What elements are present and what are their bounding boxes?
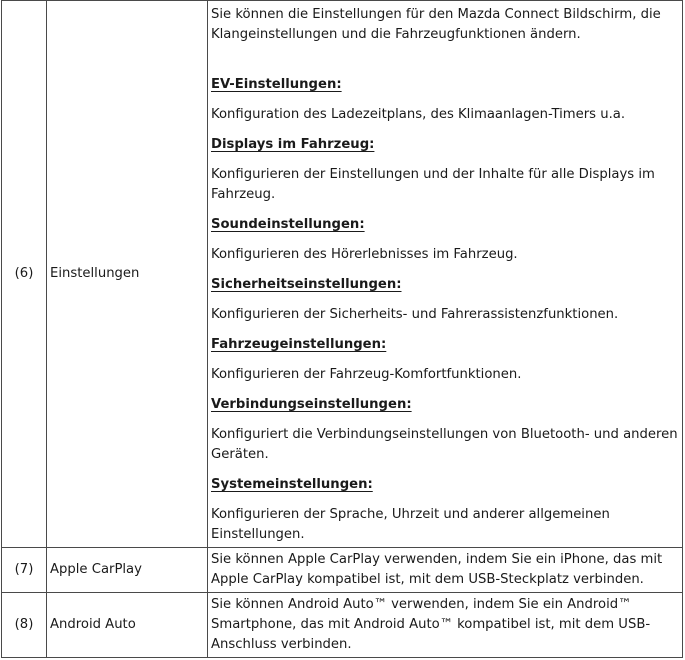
section-displays (211, 135, 678, 205)
section-title: Sicherheitseinstellungen: (211, 277, 402, 292)
section-text: Konfiguriert die Verbindungseinstellungen von Bluetooth- und anderen Geräten. (211, 427, 678, 462)
settings-intro: Sie können die Einstellungen für den Mazda Connect Bildschirm, die Klangeinstellungen und die Fahrzeugfunktionen ändern. (211, 7, 661, 42)
section-ev-settings (211, 75, 678, 125)
section-title: Fahrzeugeinstellungen: (211, 337, 387, 352)
section-system (211, 475, 678, 545)
section-title: Systemeinstellungen: (211, 477, 373, 492)
section-text: Konfigurieren der Sicherheits- und Fahrerassistenzfunktionen. (211, 307, 619, 322)
feature-description: Sie können Apple CarPlay verwenden, indem Sie ein iPhone, das mit Apple CarPlay kompatibel ist, mit dem USB-Steckplatz verbinden. (208, 548, 683, 593)
section-title: Displays im Fahrzeug: (211, 137, 375, 152)
table-row-settings (2, 1, 683, 548)
feature-description (208, 1, 683, 548)
section-text: Konfigurieren des Hörerlebnisses im Fahrzeug. (211, 247, 518, 262)
table-row-android-auto (2, 593, 683, 658)
section-text: Konfigurieren der Sprache, Uhrzeit und anderer allgemeinen Einstellungen. (211, 507, 610, 542)
section-vehicle (211, 335, 678, 385)
row-number: (7) (2, 548, 47, 593)
section-text: Konfigurieren der Einstellungen und der Inhalte für alle Displays im Fahrzeug. (211, 167, 655, 202)
section-connection (211, 395, 678, 465)
feature-name: Android Auto (47, 593, 208, 658)
section-title: Verbindungseinstellungen: (211, 397, 412, 412)
section-text: Konfiguration des Ladezeitplans, des Klimaanlagen-Timers u.a. (211, 107, 626, 122)
feature-name: Apple CarPlay (47, 548, 208, 593)
row-number: (8) (2, 593, 47, 658)
section-sound (211, 215, 678, 265)
section-title: EV-Einstellungen: (211, 77, 342, 92)
section-text: Konfigurieren der Fahrzeug-Komfortfunktionen. (211, 367, 522, 382)
feature-table (1, 0, 683, 658)
table-row-carplay (2, 548, 683, 593)
row-number: (6) (2, 1, 47, 548)
feature-name: Einstellungen (47, 1, 208, 548)
section-title: Soundeinstellungen: (211, 217, 365, 232)
section-safety (211, 275, 678, 325)
feature-description: Sie können Android Auto™ verwenden, indem Sie ein Android™ Smartphone, das mit Android Auto™ kompatibel ist, mit dem USB-Anschluss verbinden. (208, 593, 683, 658)
